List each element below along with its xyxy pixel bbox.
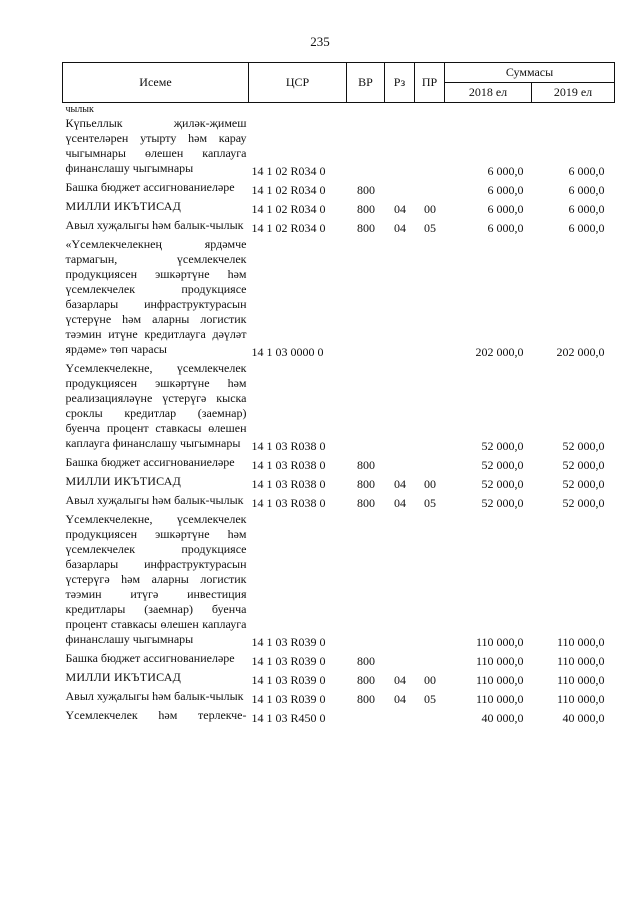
row-pr: 00 — [424, 477, 436, 491]
table-row — [63, 492, 615, 511]
row-amount-2019: 202 000,0 — [556, 345, 605, 359]
row-csr: 14 1 03 R038 0 — [251, 458, 326, 472]
row-pr: 00 — [424, 202, 436, 216]
row-rz — [385, 115, 415, 179]
row-pr — [415, 511, 445, 650]
row-rz — [385, 360, 415, 454]
row-rz — [385, 707, 415, 726]
row-amount-2018: 202 000,0 — [475, 345, 524, 359]
row-rz — [385, 511, 415, 650]
row-amount-2019: 52 000,0 — [562, 496, 605, 510]
row-amount-2019: 52 000,0 — [562, 477, 605, 491]
row-amount-2019: 52 000,0 — [562, 458, 605, 472]
row-amount-2018: 110 000,0 — [475, 654, 524, 668]
table-row — [63, 103, 615, 116]
row-pr: 00 — [424, 673, 436, 687]
row-rz — [385, 236, 415, 360]
row-pr — [415, 236, 445, 360]
row-csr: 14 1 03 0000 0 — [251, 345, 324, 359]
row-csr: 14 1 03 R038 0 — [251, 477, 326, 491]
row-name: Башка бюджет ассигнованиеләре — [65, 651, 235, 665]
row-name: «Үсемлекчелекнең ярдәмче тармагын, үсемлекчелек продукциясен эшкәртүне һәм үсемлекчелек продукциясе базарлары инфраструктурасын үстерүне һәм аларны логистик тәэмин итүне кредитлауга дәүләт ярдәме» төп чарасы — [65, 237, 247, 356]
table-row — [63, 217, 615, 236]
row-name: Үсемлекчелекне, үсемлекчелек продукциясен эшкәртүне һәм үсемлекчелек продукциясе базарлары инфраструктурасын үстерүгә һәм аларны логистик тәэмин итүгә инвестиция кредитлары (заемнар) буенча процент ставкасы өлешен каплауга финанслашу чыгымнары — [65, 512, 247, 646]
header-csr: ЦСР — [249, 63, 347, 103]
page-number: 235 — [310, 34, 330, 49]
row-pr — [415, 103, 445, 116]
table-row — [63, 650, 615, 669]
table-row — [63, 360, 615, 454]
row-vr — [347, 115, 385, 179]
row-name: Күпьеллык җиләк-җимеш үсентеләрен утырту һәм карау чыгымнары өлешен каплауга финанслашу чыгымнары — [65, 116, 247, 175]
row-vr: 800 — [357, 496, 375, 510]
row-csr: 14 1 03 R039 0 — [251, 635, 326, 649]
row-name: чылык — [65, 104, 94, 115]
row-amount-2019: 6 000,0 — [568, 202, 605, 216]
row-csr: 14 1 03 R038 0 — [251, 496, 326, 510]
budget-table — [62, 62, 615, 726]
row-amount-2018: 6 000,0 — [487, 202, 524, 216]
row-rz: 04 — [394, 202, 406, 216]
row-amount-2018: 40 000,0 — [481, 711, 524, 725]
row-amount-2018: 52 000,0 — [481, 496, 524, 510]
table-row — [63, 236, 615, 360]
table-row — [63, 115, 615, 179]
row-rz: 04 — [394, 221, 406, 235]
row-vr: 800 — [357, 183, 375, 197]
row-pr: 05 — [424, 496, 436, 510]
row-rz — [385, 454, 415, 473]
table-row — [63, 688, 615, 707]
table-row — [63, 454, 615, 473]
row-rz — [385, 650, 415, 669]
row-csr: 14 1 02 R034 0 — [251, 202, 326, 216]
row-amount-2018: 110 000,0 — [475, 692, 524, 706]
table-row — [63, 669, 615, 688]
header-rz: Рз — [385, 63, 415, 103]
row-csr: 14 1 02 R034 0 — [251, 221, 326, 235]
row-amount-2018 — [445, 103, 532, 116]
row-rz: 04 — [394, 477, 406, 491]
row-amount-2019: 52 000,0 — [562, 439, 605, 453]
header-pr: ПР — [415, 63, 445, 103]
row-pr — [415, 707, 445, 726]
table-body — [63, 103, 615, 727]
row-pr — [415, 115, 445, 179]
row-pr — [415, 179, 445, 198]
row-name: МИЛЛИ ИКЪТИСАД — [65, 474, 181, 488]
row-amount-2019: 110 000,0 — [556, 635, 605, 649]
row-vr: 800 — [357, 477, 375, 491]
row-rz: 04 — [394, 692, 406, 706]
row-amount-2019: 110 000,0 — [556, 673, 605, 687]
row-name: Үсемлекчелекне, үсемлекчелек продукциясен эшкәртүне һәм реализацияләүне үстерүгә кыска сроклы кредитлар (заемнар) буенча процент ставкасы өлешен каплауга финанслашу чыгымнары — [65, 361, 247, 450]
row-amount-2019: 6 000,0 — [568, 221, 605, 235]
row-vr: 800 — [357, 654, 375, 668]
row-amount-2018: 6 000,0 — [487, 183, 524, 197]
row-amount-2019: 6 000,0 — [568, 164, 605, 178]
row-vr — [347, 360, 385, 454]
table-row — [63, 473, 615, 492]
table-row — [63, 511, 615, 650]
row-amount-2018: 110 000,0 — [475, 635, 524, 649]
row-pr — [415, 360, 445, 454]
row-csr: 14 1 02 R034 0 — [251, 183, 326, 197]
row-pr: 05 — [424, 692, 436, 706]
row-rz — [385, 179, 415, 198]
row-name: Авыл хуҗалыгы һәм балык-чылык — [65, 689, 244, 703]
table-row — [63, 198, 615, 217]
header-name: Исеме — [63, 63, 249, 103]
row-rz: 04 — [394, 496, 406, 510]
row-vr — [347, 707, 385, 726]
row-amount-2019: 40 000,0 — [562, 711, 605, 725]
row-amount-2018: 52 000,0 — [481, 458, 524, 472]
row-amount-2019: 110 000,0 — [556, 654, 605, 668]
table-row — [63, 707, 615, 726]
row-amount-2018: 110 000,0 — [475, 673, 524, 687]
row-vr: 800 — [357, 692, 375, 706]
row-name: Үсемлекчелек һәм терлекче- — [65, 708, 247, 722]
row-amount-2018: 6 000,0 — [487, 164, 524, 178]
row-name: МИЛЛИ ИКЪТИСАД — [65, 670, 181, 684]
row-csr: 14 1 02 R034 0 — [251, 164, 326, 178]
row-name: Башка бюджет ассигнованиеләре — [65, 455, 235, 469]
header-sums: Суммасы — [445, 63, 615, 83]
row-csr: 14 1 03 R039 0 — [251, 673, 326, 687]
row-amount-2018: 52 000,0 — [481, 439, 524, 453]
row-amount-2019 — [532, 103, 615, 116]
row-csr — [249, 103, 347, 116]
row-name: Башка бюджет ассигнованиеләре — [65, 180, 235, 194]
row-amount-2018: 52 000,0 — [481, 477, 524, 491]
row-csr: 14 1 03 R039 0 — [251, 654, 326, 668]
row-rz — [385, 103, 415, 116]
row-amount-2019: 110 000,0 — [556, 692, 605, 706]
row-vr: 800 — [357, 221, 375, 235]
row-csr: 14 1 03 R038 0 — [251, 439, 326, 453]
row-csr: 14 1 03 R039 0 — [251, 692, 326, 706]
row-vr — [347, 236, 385, 360]
row-name: МИЛЛИ ИКЪТИСАД — [65, 199, 181, 213]
row-amount-2018: 6 000,0 — [487, 221, 524, 235]
row-pr: 05 — [424, 221, 436, 235]
table-header — [63, 63, 615, 103]
header-year-2018: 2018 ел — [445, 83, 532, 103]
header-year-2019: 2019 ел — [532, 83, 615, 103]
row-amount-2019: 6 000,0 — [568, 183, 605, 197]
row-rz: 04 — [394, 673, 406, 687]
row-vr — [347, 511, 385, 650]
row-vr: 800 — [357, 673, 375, 687]
table-row — [63, 179, 615, 198]
row-name: Авыл хуҗалыгы һәм балык-чылык — [65, 218, 244, 232]
header-vr: ВР — [347, 63, 385, 103]
row-vr: 800 — [357, 202, 375, 216]
row-vr — [347, 103, 385, 116]
row-vr: 800 — [357, 458, 375, 472]
row-pr — [415, 650, 445, 669]
row-pr — [415, 454, 445, 473]
row-name: Авыл хуҗалыгы һәм балык-чылык — [65, 493, 244, 507]
row-csr: 14 1 03 R450 0 — [251, 711, 326, 725]
